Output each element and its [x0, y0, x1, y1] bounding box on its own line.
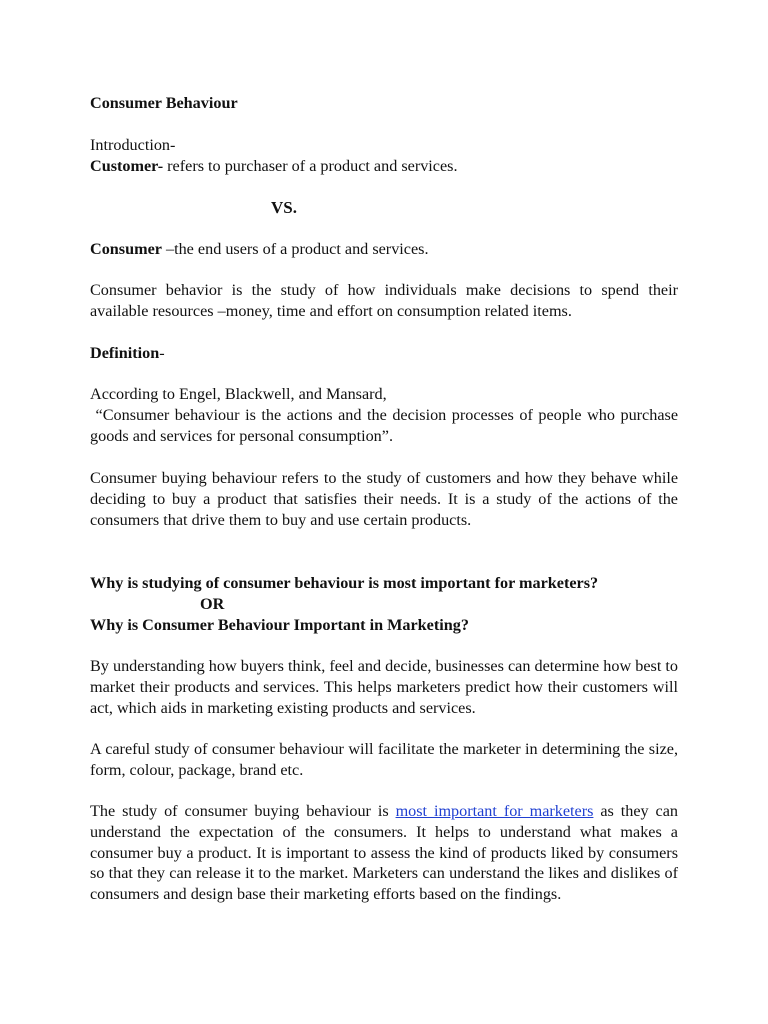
question-heading-2: Why is Consumer Behaviour Important in Marketing? [90, 616, 469, 634]
customer-term: Customer- [90, 157, 164, 175]
intro-heading: Introduction- [90, 136, 176, 154]
study-paragraph: Consumer behavior is the study of how individuals make decisions to spend their available resources –money, time and effort on consumption related items. [90, 281, 678, 320]
study-importance-paragraph [90, 801, 678, 905]
study-importance-after-link: as they can understand the expectation of the consumers. It helps to understand what makes a consumer buy a product. It is important to assess the kind of products liked by consumers so that they can release it to the market. Marketers can understand the likes and dislikes of consumers and design base their marketing efforts based on the findings. [90, 802, 678, 904]
definition-heading-text: Definition [90, 344, 160, 362]
study-importance-before-link: The study of consumer buying behaviour is [90, 802, 396, 820]
attribution: According to Engel, Blackwell, and Mansard, [90, 385, 387, 403]
customer-definition-text: refers to purchaser of a product and services. [163, 157, 458, 175]
definition-heading [90, 343, 678, 364]
definition-quote: “Consumer behaviour is the actions and the decision processes of people who purchase goods and services for personal consumption”. [90, 406, 683, 445]
customer-definition [90, 156, 678, 177]
buying-paragraph: Consumer buying behaviour refers to the study of customers and how they behave while deciding to buy a product that satisfies their needs. It is a study of the actions of the consumers that drive them to buy and use certain products. [90, 469, 678, 529]
most-important-link[interactable]: most important for marketers [395, 802, 594, 820]
consumer-definition [90, 239, 678, 260]
definition-heading-dash: - [159, 344, 165, 362]
consumer-term: Consumer [90, 240, 162, 258]
consumer-definition-text: –the end users of a product and services. [161, 240, 429, 258]
vs-label: VS. [271, 198, 297, 217]
question-heading-1: Why is studying of consumer behaviour is most important for marketers? [90, 574, 599, 592]
understanding-paragraph: By understanding how buyers think, feel and decide, businesses can determine how best to market their products and services. This helps marketers predict how their customers will act, which aids in marketing existing products and services. [90, 657, 678, 717]
careful-study-paragraph: A careful study of consumer behaviour will facilitate the marketer in determining the size, form, colour, package, brand etc. [90, 740, 678, 779]
document-title: Consumer Behaviour [90, 94, 238, 112]
or-label: OR [200, 595, 225, 613]
